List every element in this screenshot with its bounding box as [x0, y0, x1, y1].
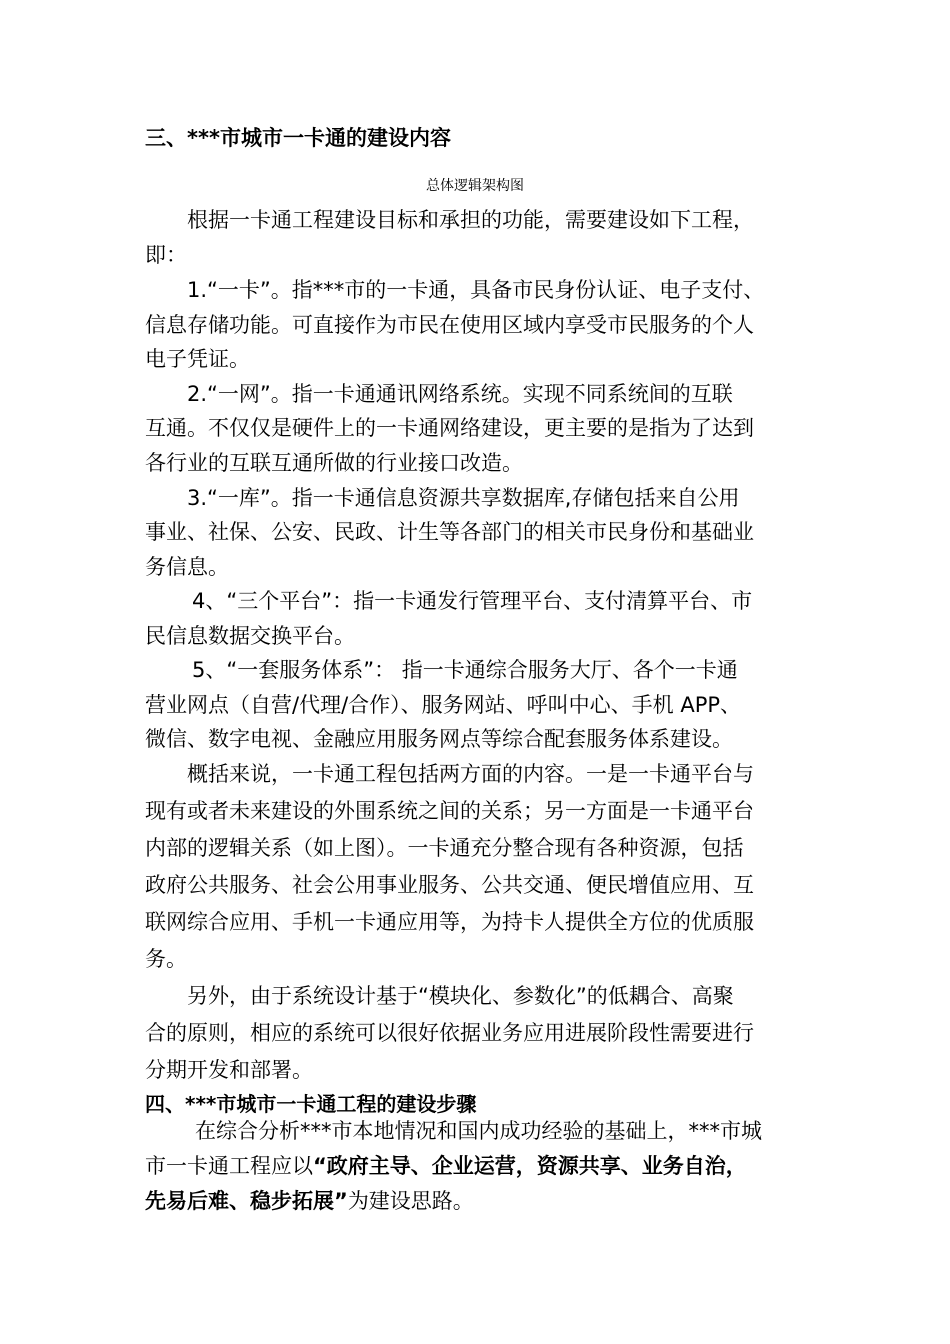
item-5-line-2: 营业网点（自营/代理/合作）、服务网站、呼叫中心、手机 APP、	[145, 693, 742, 717]
section-4-heading: 四、***市城市一卡通工程的建设步骤	[145, 1092, 477, 1116]
item-1-line-2: 信息存储功能。可直接作为市民在使用区域内享受市民服务的个人	[145, 313, 754, 337]
item-3-line-1: 3.“一库”。指一卡通信息资源共享数据库,存储包括来自公用	[187, 486, 740, 510]
item-2-line-3: 各行业的互联互通所做的行业接口改造。	[145, 451, 523, 475]
construction-principle-part-2: 先易后难、稳步拓展”	[145, 1189, 348, 1213]
item-2-line-1: 2.“一网”。指一卡通通讯网络系统。实现不同系统间的互联	[187, 382, 733, 406]
intro-line-2: 即：	[145, 243, 187, 267]
additional-line-1: 另外，由于系统设计基于“模块化、参数化”的低耦合、高聚	[187, 984, 734, 1008]
item-5-line-3: 微信、数字电视、金融应用服务网点等综合配套服务体系建设。	[145, 727, 733, 751]
summary-line-5: 联网综合应用、手机一卡通应用等，为持卡人提供全方位的优质服	[145, 910, 754, 934]
section-4-line-2-plain: 市一卡通工程应以	[145, 1154, 313, 1178]
additional-line-2: 合的原则，相应的系统可以很好依据业务应用进展阶段性需要进行	[145, 1021, 754, 1045]
section-4-line-3-plain: 为建设思路。	[347, 1189, 474, 1213]
item-4-line-1: 4、“三个平台”：指一卡通发行管理平台、支付清算平台、市	[192, 589, 753, 613]
section-4-line-2	[145, 1152, 815, 1180]
item-3-line-3: 务信息。	[145, 555, 229, 579]
figure-caption: 总体逻辑架构图	[426, 178, 524, 194]
section-4-line-1: 在综合分析***市本地情况和国内成功经验的基础上，***市城	[195, 1119, 762, 1143]
item-4-line-2: 民信息数据交换平台。	[145, 624, 355, 648]
section-3-heading: 三、***市城市一卡通的建设内容	[145, 126, 451, 150]
summary-line-4: 政府公共服务、社会公用事业服务、公共交通、便民增值应用、互	[145, 873, 754, 897]
item-2-line-2: 互通。不仅仅是硬件上的一卡通网络建设，更主要的是指为了达到	[145, 416, 754, 440]
item-5-line-1: 5、“一套服务体系”： 指一卡通综合服务大厅、各个一卡通	[192, 658, 738, 682]
item-1-line-3: 电子凭证。	[145, 347, 250, 371]
summary-line-6: 务。	[145, 947, 187, 971]
item-3-line-2: 事业、社保、公安、民政、计生等各部门的相关市民身份和基础业	[145, 520, 754, 544]
summary-line-3: 内部的逻辑关系（如上图）。一卡通充分整合现有各种资源，包括	[145, 836, 744, 860]
summary-line-1: 概括来说，一卡通工程包括两方面的内容。一是一卡通平台与	[187, 762, 754, 786]
summary-line-2: 现有或者未来建设的外围系统之间的关系；另一方面是一卡通平台	[145, 799, 754, 823]
additional-line-3: 分期开发和部署。	[145, 1058, 313, 1082]
construction-principle-part-1: “政府主导、企业运营，资源共享、业务自治，	[313, 1154, 747, 1178]
item-1-line-1: 1.“一卡”。指***市的一卡通，具备市民身份认证、电子支付、	[187, 278, 765, 302]
intro-line-1: 根据一卡通工程建设目标和承担的功能，需要建设如下工程，	[187, 208, 754, 232]
section-4-line-3	[145, 1187, 815, 1215]
